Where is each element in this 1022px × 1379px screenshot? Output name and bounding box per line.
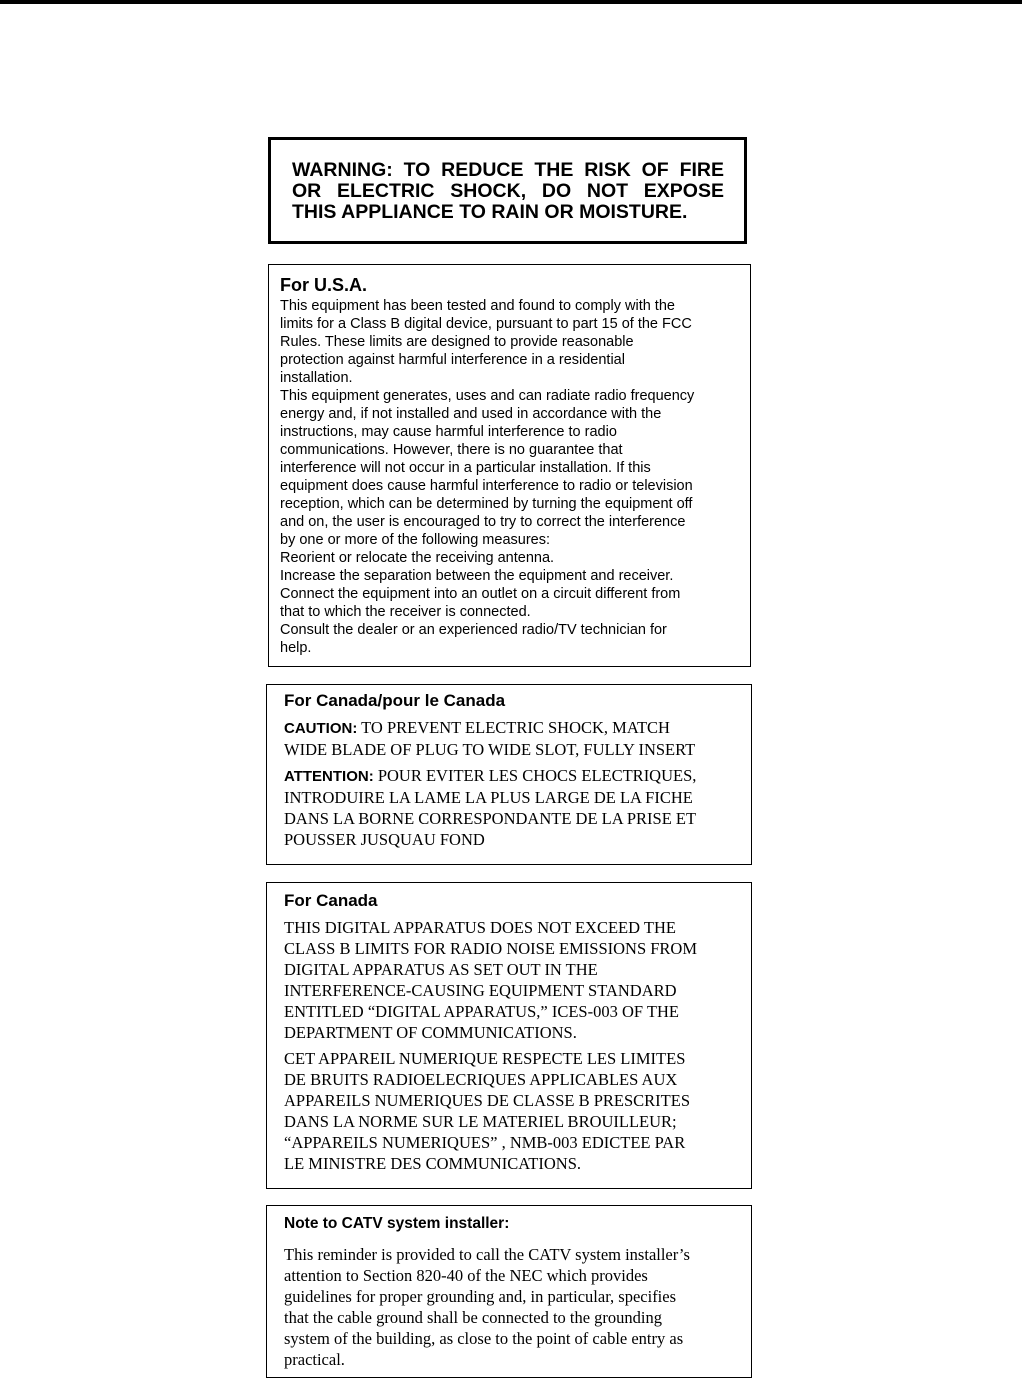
catv-line: attention to Section 820-40 of the NEC which provides [284,1266,648,1285]
canada-digital-title: For Canada [284,891,378,910]
usa-line: Connect the equipment into an outlet on a circuit different from [280,586,681,602]
warning-line: THIS APPLIANCE TO RAIN OR MOISTURE. [292,201,688,223]
usa-line: help. [280,640,312,656]
usa-line: Rules. These limits are designed to provide reasonable [280,334,634,350]
attention-line [284,765,743,787]
usa-line: installation. [280,370,353,386]
canada-plug-notice [266,684,752,865]
canada-digital-notice [266,882,752,1189]
catv-installer-note [266,1205,752,1378]
french-line: DE BRUITS RADIOELECRIQUES APPLICABLES AUX [284,1070,678,1089]
usa-line: interference will not occur in a particular installation. If this [280,460,651,476]
attention-line: INTRODUIRE LA LAME LA PLUS LARGE DE LA FICHE [284,788,693,807]
usa-line: protection against harmful interference in a residential [280,352,625,368]
usa-line: by one or more of the following measures: [280,532,550,548]
catv-title: Note to CATV system installer: [284,1215,510,1232]
usa-fcc-notice [268,264,751,667]
usa-title: For U.S.A. [280,275,368,295]
english-line: ENTITLED “DIGITAL APPARATUS,” ICES-003 OF THE [284,1002,679,1021]
attention-line: DANS LA BORNE CORRESPONDANTE DE LA PRISE ET [284,809,697,828]
english-line: THIS DIGITAL APPARATUS DOES NOT EXCEED THE [284,918,676,937]
usa-line: equipment does cause harmful interference to radio or television [280,478,693,494]
caution-label: CAUTION: [284,720,358,737]
english-line: CLASS B LIMITS FOR RADIO NOISE EMISSIONS FROM [284,939,698,958]
attention-label: ATTENTION: [284,768,374,785]
caution-line [284,717,743,739]
french-line: APPAREILS NUMERIQUES DE CLASSE B PRESCRITES [284,1091,691,1110]
french-line: CET APPAREIL NUMERIQUE RESPECTE LES LIMITES [284,1049,686,1068]
usa-line: and on, the user is encouraged to try to correct the interference [280,514,686,530]
warning-line: OR ELECTRIC SHOCK, DO NOT EXPOSE [292,180,724,202]
usa-line: limits for a Class B digital device, pursuant to part 15 of the FCC [280,316,692,332]
english-line: DIGITAL APPARATUS AS SET OUT IN THE [284,960,598,979]
top-rule [0,0,1022,4]
english-line: DEPARTMENT OF COMMUNICATIONS. [284,1023,577,1042]
catv-line: guidelines for proper grounding and, in particular, specifies [284,1287,677,1306]
catv-line: practical. [284,1350,345,1369]
french-line: LE MINISTRE DES COMMUNICATIONS. [284,1154,582,1173]
french-line: “APPAREILS NUMERIQUES” , NMB-003 EDICTEE PAR [284,1133,686,1152]
english-line: INTERFERENCE-CAUSING EQUIPMENT STANDARD [284,981,677,1000]
usa-line: This equipment generates, uses and can radiate radio frequency [280,388,695,404]
usa-line: Consult the dealer or an experienced radio/TV technician for [280,622,667,638]
usa-line: communications. However, there is no guarantee that [280,442,623,458]
usa-line: that to which the receiver is connected. [280,604,531,620]
usa-line: Increase the separation between the equipment and receiver. [280,568,674,584]
caution-line: WIDE BLADE OF PLUG TO WIDE SLOT, FULLY INSERT [284,740,696,759]
catv-line: This reminder is provided to call the CATV system installer’s [284,1245,690,1264]
usa-line: instructions, may cause harmful interference to radio [280,424,617,440]
usa-line: reception, which can be determined by turning the equipment off [280,496,693,512]
attention-text: POUR EVITER LES CHOCS ELECTRIQUES, [373,766,697,785]
attention-line: POUSSER JUSQUAU FOND [284,830,485,849]
canada-plug-title: For Canada/pour le Canada [284,691,506,710]
warning-box [268,137,747,244]
usa-line: Reorient or relocate the receiving antenna. [280,550,555,566]
catv-line: that the cable ground shall be connected to the grounding [284,1308,663,1327]
caution-text: TO PREVENT ELECTRIC SHOCK, MATCH [357,718,670,737]
usa-line: This equipment has been tested and found to comply with the [280,298,675,314]
usa-line: energy and, if not installed and used in accordance with the [280,406,662,422]
warning-line: WARNING: TO REDUCE THE RISK OF FIRE [292,159,724,181]
catv-line: system of the building, as close to the point of cable entry as [284,1329,684,1348]
french-line: DANS LA NORME SUR LE MATERIEL BROUILLEUR; [284,1112,677,1131]
